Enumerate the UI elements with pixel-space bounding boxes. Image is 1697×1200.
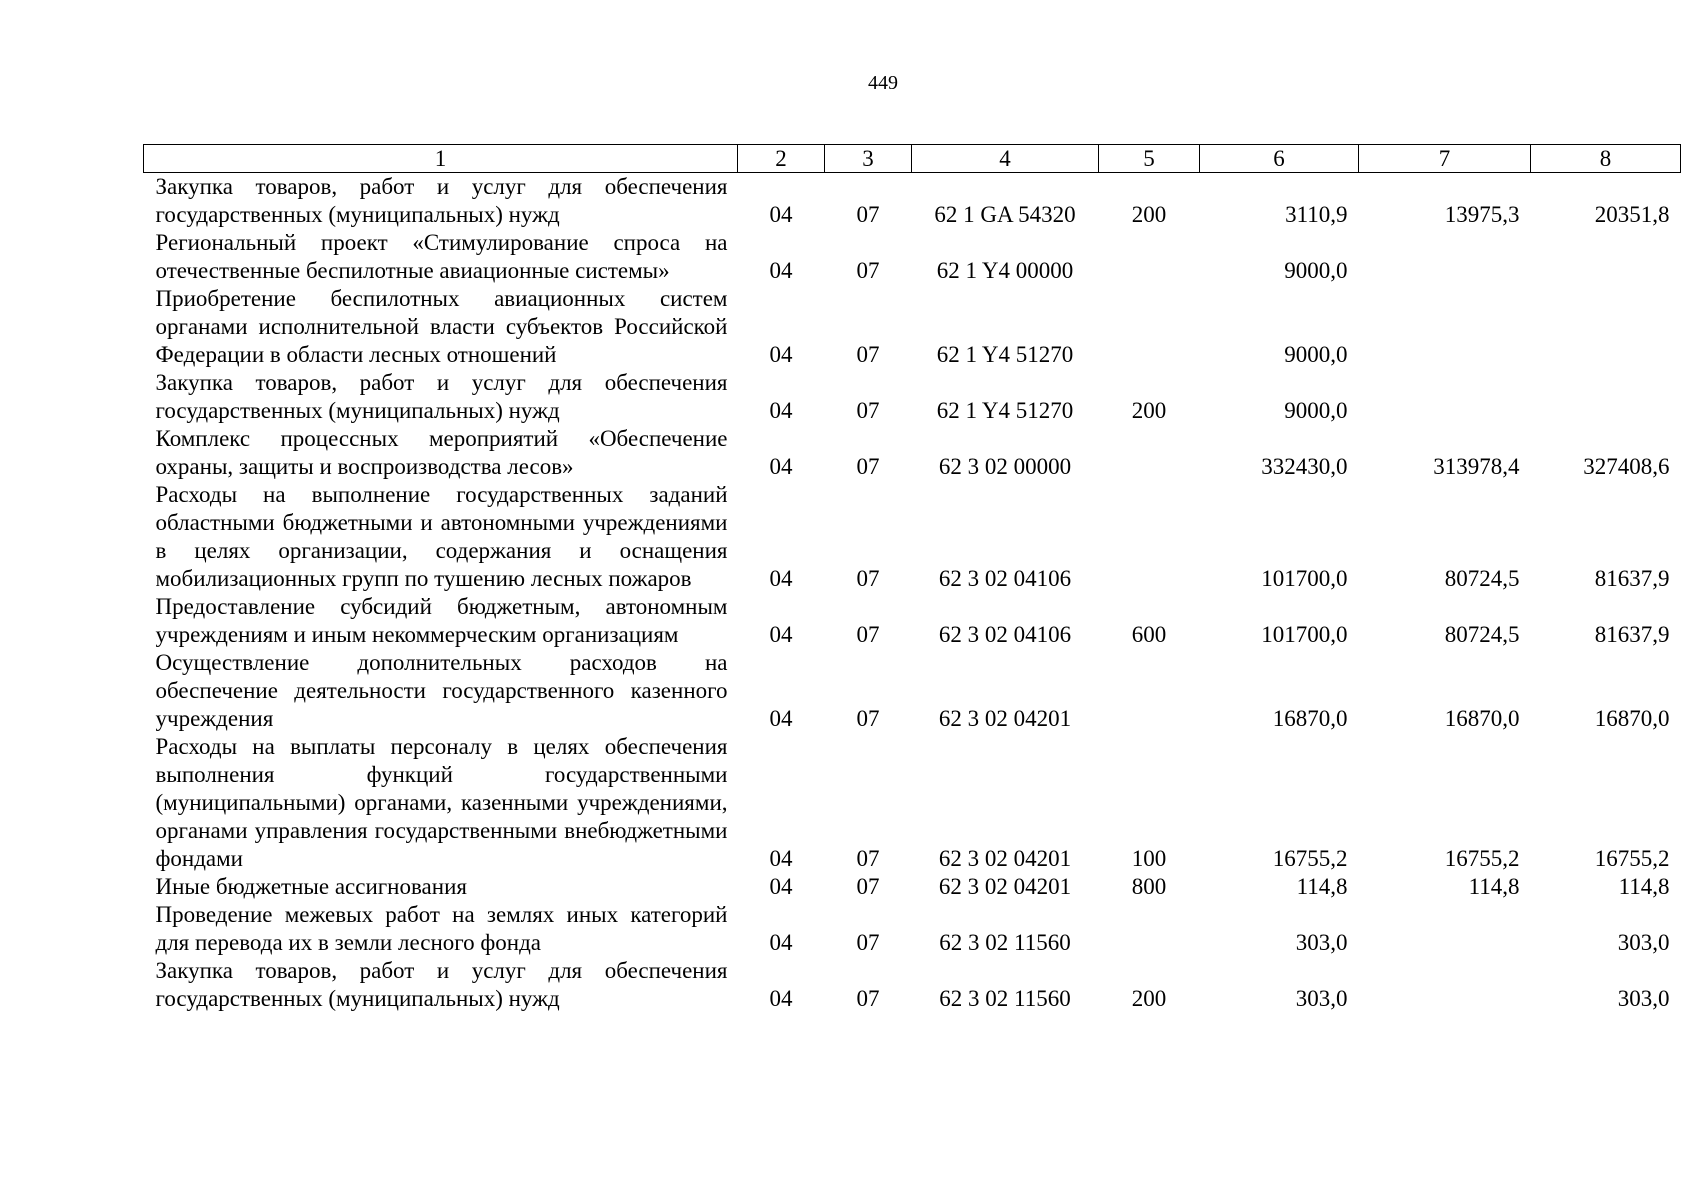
- row-section-code: 04: [769, 874, 793, 899]
- row-amount-col8: 81637,9: [1594, 622, 1670, 647]
- row-subsection-code: 07: [856, 986, 880, 1011]
- row-description: Предоставление субсидий бюджетным, автономным учреждениям и иным некоммерческим организациям: [155, 594, 728, 647]
- row-section-code: 04: [769, 986, 793, 1011]
- row-amount-col6: 332430,0: [1261, 454, 1348, 479]
- table-row: [144, 229, 1681, 285]
- row-amount-col7: [1359, 369, 1531, 425]
- row-description: Расходы на выполнение государственных заданий областными бюджетными и автономными учреждениями в целях организации, содержания и оснащения мобилизационных групп по тушению лесных пожаров: [155, 482, 728, 591]
- table-row: [144, 425, 1681, 481]
- row-amount-col6: 9000,0: [1284, 342, 1348, 367]
- row-description: Осуществление дополнительных расходов на обеспечение деятельности государственного казенного учреждения: [155, 650, 728, 731]
- row-amount-col6: 16755,2: [1272, 846, 1348, 871]
- header-row: [144, 145, 1681, 173]
- row-target-article-code: 62 3 02 04106: [938, 566, 1072, 591]
- row-description: Закупка товаров, работ и услуг для обеспечения государственных (муниципальных) нужд: [155, 958, 728, 1011]
- row-amount-col7: 80724,5: [1444, 622, 1520, 647]
- row-subsection-code: 07: [856, 258, 880, 283]
- row-description: Приобретение беспилотных авиационных систем органами исполнительной власти субъектов Российской Федерации в области лесных отношений: [155, 286, 728, 367]
- row-section-code: 04: [769, 454, 793, 479]
- row-amount-col7: 313978,4: [1433, 454, 1520, 479]
- row-amount-col6: 303,0: [1295, 930, 1348, 955]
- column-header-8: 8: [1531, 145, 1681, 173]
- row-amount-col8: [1531, 369, 1681, 425]
- row-subsection-code: 07: [856, 706, 880, 731]
- row-amount-col8: 16755,2: [1594, 846, 1670, 871]
- row-amount-col8: 303,0: [1617, 930, 1670, 955]
- row-expense-type-code: [1099, 285, 1200, 369]
- row-section-code: 04: [769, 930, 793, 955]
- column-header-4: 4: [912, 145, 1099, 173]
- row-target-article-code: 62 1 Y4 51270: [936, 398, 1074, 423]
- row-expense-type-code: 200: [1131, 986, 1167, 1011]
- row-amount-col6: 16870,0: [1272, 706, 1348, 731]
- column-header-2: 2: [738, 145, 825, 173]
- table-row: [144, 173, 1681, 230]
- row-amount-col7: 16870,0: [1444, 706, 1520, 731]
- table-body: [144, 173, 1681, 1014]
- table-row: [144, 901, 1681, 957]
- row-amount-col6: 9000,0: [1284, 258, 1348, 283]
- row-amount-col8: 327408,6: [1583, 454, 1670, 479]
- table-row: [144, 649, 1681, 733]
- row-amount-col6: 9000,0: [1284, 398, 1348, 423]
- row-subsection-code: 07: [856, 342, 880, 367]
- row-expense-type-code: 600: [1131, 622, 1167, 647]
- row-amount-col6: 303,0: [1295, 986, 1348, 1011]
- budget-table: [143, 144, 1681, 1013]
- row-subsection-code: 07: [856, 454, 880, 479]
- row-amount-col8: [1531, 229, 1681, 285]
- row-subsection-code: 07: [856, 874, 880, 899]
- row-amount-col7: [1359, 285, 1531, 369]
- row-expense-type-code: 100: [1131, 846, 1167, 871]
- row-section-code: 04: [769, 202, 793, 227]
- table-row: [144, 593, 1681, 649]
- table-row: [144, 285, 1681, 369]
- row-section-code: 04: [769, 258, 793, 283]
- row-description: Иные бюджетные ассигнования: [155, 874, 467, 899]
- row-subsection-code: 07: [856, 566, 880, 591]
- row-target-article-code: 62 1 GA 54320: [934, 202, 1076, 227]
- row-expense-type-code: 800: [1131, 874, 1167, 899]
- row-target-article-code: 62 3 02 00000: [938, 454, 1072, 479]
- row-description: Региональный проект «Стимулирование спроса на отечественные беспилотные авиационные системы»: [155, 230, 728, 283]
- row-target-article-code: 62 3 02 11560: [939, 930, 1071, 955]
- row-amount-col8: [1531, 285, 1681, 369]
- row-expense-type-code: 200: [1131, 202, 1167, 227]
- row-description: Расходы на выплаты персоналу в целях обеспечения выполнения функций государственными (муниципальными) органами, казенными учреждениями, органами управления государственными внебюджетными фондами: [155, 734, 728, 871]
- table-row: [144, 481, 1681, 593]
- row-amount-col7: [1359, 229, 1531, 285]
- row-subsection-code: 07: [856, 398, 880, 423]
- row-description: Закупка товаров, работ и услуг для обеспечения государственных (муниципальных) нужд: [155, 370, 728, 423]
- row-target-article-code: 62 3 02 04201: [938, 874, 1072, 899]
- table-row: [144, 873, 1681, 901]
- row-amount-col8: 16870,0: [1594, 706, 1670, 731]
- row-amount-col8: 20351,8: [1594, 202, 1670, 227]
- column-header-7: 7: [1359, 145, 1531, 173]
- row-expense-type-code: [1099, 229, 1200, 285]
- row-amount-col7: 13975,3: [1444, 202, 1520, 227]
- row-section-code: 04: [769, 706, 793, 731]
- row-target-article-code: 62 3 02 04201: [938, 706, 1072, 731]
- row-description: Проведение межевых работ на землях иных категорий для перевода их в земли лесного фонда: [155, 902, 728, 955]
- row-subsection-code: 07: [856, 846, 880, 871]
- column-header-1: 1: [144, 145, 738, 173]
- row-target-article-code: 62 3 02 11560: [939, 986, 1071, 1011]
- row-target-article-code: 62 1 Y4 51270: [936, 342, 1074, 367]
- row-expense-type-code: [1099, 649, 1200, 733]
- row-amount-col7: 16755,2: [1444, 846, 1520, 871]
- row-section-code: 04: [769, 846, 793, 871]
- row-amount-col6: 101700,0: [1261, 622, 1348, 647]
- row-expense-type-code: [1099, 901, 1200, 957]
- row-target-article-code: 62 3 02 04106: [938, 622, 1072, 647]
- row-amount-col7: 80724,5: [1444, 566, 1520, 591]
- column-header-3: 3: [825, 145, 912, 173]
- column-header-6: 6: [1200, 145, 1359, 173]
- row-amount-col6: 114,8: [1296, 874, 1348, 899]
- row-subsection-code: 07: [856, 202, 880, 227]
- row-amount-col6: 101700,0: [1261, 566, 1348, 591]
- row-expense-type-code: [1099, 425, 1200, 481]
- row-amount-col8: 303,0: [1617, 986, 1670, 1011]
- column-header-5: 5: [1099, 145, 1200, 173]
- page-number: 449: [868, 72, 898, 94]
- row-expense-type-code: [1099, 481, 1200, 593]
- row-amount-col8: 81637,9: [1594, 566, 1670, 591]
- row-amount-col7: [1359, 957, 1531, 1013]
- row-amount-col6: 3110,9: [1285, 202, 1348, 227]
- row-description: Комплекс процессных мероприятий «Обеспечение охраны, защиты и воспроизводства лесов»: [155, 426, 728, 479]
- row-section-code: 04: [769, 566, 793, 591]
- row-section-code: 04: [769, 398, 793, 423]
- row-amount-col7: [1359, 901, 1531, 957]
- row-target-article-code: 62 1 Y4 00000: [936, 258, 1074, 283]
- row-section-code: 04: [769, 342, 793, 367]
- row-description: Закупка товаров, работ и услуг для обеспечения государственных (муниципальных) нужд: [155, 174, 728, 227]
- table-row: [144, 369, 1681, 425]
- table-row: [144, 957, 1681, 1013]
- table-row: [144, 733, 1681, 873]
- row-section-code: 04: [769, 622, 793, 647]
- row-amount-col7: 114,8: [1468, 874, 1520, 899]
- row-subsection-code: 07: [856, 622, 880, 647]
- row-target-article-code: 62 3 02 04201: [938, 846, 1072, 871]
- row-subsection-code: 07: [856, 930, 880, 955]
- row-expense-type-code: 200: [1131, 398, 1167, 423]
- row-amount-col8: 114,8: [1618, 874, 1670, 899]
